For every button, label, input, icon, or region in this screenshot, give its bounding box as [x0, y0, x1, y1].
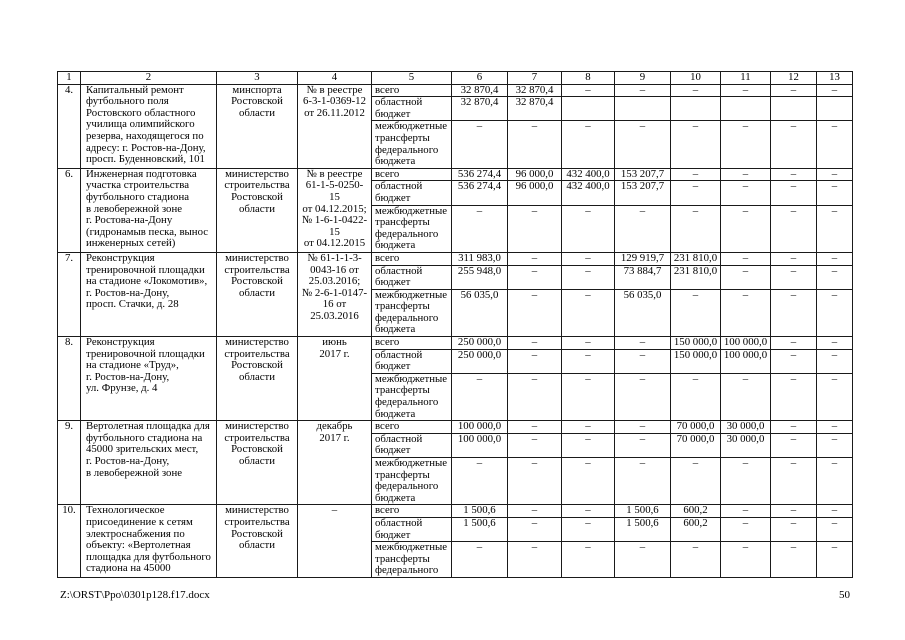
amount-cell: –	[671, 168, 721, 181]
amount-cell: 1 500,6	[615, 517, 671, 541]
amount-cell: 600,2	[671, 505, 721, 518]
item-number: 7.	[58, 252, 81, 336]
funding-source: межбюджетные трансферты федерального бюджета	[372, 458, 452, 505]
amount-cell: –	[508, 289, 562, 336]
customer-name: министерство строительства Ростовской области	[217, 252, 298, 336]
amount-cell: –	[508, 337, 562, 350]
customer-name: минспорта Ростовской области	[217, 84, 298, 168]
amount-cell: 150 000,0	[671, 337, 721, 350]
amount-cell: –	[562, 337, 615, 350]
amount-cell: –	[721, 168, 771, 181]
customer-name: министерство строительства Ростовской области	[217, 421, 298, 505]
amount-cell: 255 948,0	[452, 265, 508, 289]
amount-cell: –	[771, 349, 817, 373]
amount-cell	[671, 97, 721, 121]
column-number-2: 2	[81, 72, 217, 85]
amount-cell: 56 035,0	[615, 289, 671, 336]
amount-cell: –	[817, 542, 853, 578]
amount-cell: 70 000,0	[671, 433, 721, 457]
amount-cell: –	[817, 458, 853, 505]
amount-cell: 32 870,4	[452, 97, 508, 121]
column-number-7: 7	[508, 72, 562, 85]
funding-source: всего	[372, 84, 452, 97]
column-number-11: 11	[721, 72, 771, 85]
funding-source: межбюджетные трансферты федерального бюджета	[372, 289, 452, 336]
amount-cell: –	[721, 84, 771, 97]
table-header	[58, 72, 853, 85]
funding-source: областной бюджет	[372, 349, 452, 373]
amount-cell: –	[508, 349, 562, 373]
funding-source: межбюджетные трансферты федерального бюджета	[372, 121, 452, 168]
amount-cell: –	[817, 289, 853, 336]
amount-cell: –	[615, 84, 671, 97]
amount-cell: –	[615, 433, 671, 457]
amount-cell: 600,2	[671, 517, 721, 541]
column-number-6: 6	[452, 72, 508, 85]
object-name: Реконструкция тренировочной площадки на стадионе «Локомотив», г. Ростов-на-Дону, просп. Стачки, д. 28	[81, 252, 217, 336]
amount-cell: –	[817, 433, 853, 457]
amount-cell: 250 000,0	[452, 349, 508, 373]
amount-cell: –	[508, 373, 562, 420]
amount-cell: –	[771, 373, 817, 420]
amount-cell: 100 000,0	[452, 433, 508, 457]
amount-cell: –	[562, 458, 615, 505]
amount-cell: –	[562, 205, 615, 252]
amount-cell: –	[817, 517, 853, 541]
amount-cell: –	[671, 458, 721, 505]
amount-cell: –	[817, 205, 853, 252]
amount-cell: 32 870,4	[508, 97, 562, 121]
amount-cell: –	[508, 517, 562, 541]
object-name: Технологическое присоединение к сетям электроснабжения по объекту: «Вертолетная площадка для футбольного стадиона на 45000	[81, 505, 217, 578]
amount-cell: –	[817, 84, 853, 97]
object-name: Вертолетная площадка для футбольного стадиона на 45000 зрительских мест, г. Ростов-на-Дону, в левобережной зоне	[81, 421, 217, 505]
header-row	[58, 72, 853, 85]
amount-cell: 30 000,0	[721, 421, 771, 434]
amount-cell: –	[452, 205, 508, 252]
amount-cell: 100 000,0	[452, 421, 508, 434]
amount-cell: –	[562, 517, 615, 541]
table-row	[58, 421, 853, 434]
amount-cell: 100 000,0	[721, 337, 771, 350]
column-number-1: 1	[58, 72, 81, 85]
amount-cell: –	[508, 421, 562, 434]
amount-cell	[615, 97, 671, 121]
amount-cell: 536 274,4	[452, 168, 508, 181]
amount-cell: 231 810,0	[671, 265, 721, 289]
amount-cell: –	[562, 121, 615, 168]
amount-cell: –	[562, 289, 615, 336]
amount-cell	[817, 97, 853, 121]
column-number-10: 10	[671, 72, 721, 85]
funding-source: межбюджетные трансферты федерального	[372, 542, 452, 578]
amount-cell: –	[771, 265, 817, 289]
amount-cell: –	[562, 505, 615, 518]
amount-cell: –	[508, 433, 562, 457]
amount-cell: 231 810,0	[671, 252, 721, 265]
amount-cell: 32 870,4	[452, 84, 508, 97]
amount-cell: –	[817, 505, 853, 518]
amount-cell: –	[771, 121, 817, 168]
amount-cell: –	[562, 433, 615, 457]
funding-source: областной бюджет	[372, 517, 452, 541]
amount-cell: –	[721, 542, 771, 578]
amount-cell: 432 400,0	[562, 168, 615, 181]
amount-cell: 96 000,0	[508, 168, 562, 181]
amount-cell: –	[771, 252, 817, 265]
amount-cell: –	[508, 265, 562, 289]
amount-cell: –	[817, 252, 853, 265]
amount-cell: –	[771, 84, 817, 97]
amount-cell	[562, 97, 615, 121]
amount-cell: –	[817, 181, 853, 205]
funding-source: областной бюджет	[372, 265, 452, 289]
amount-cell: –	[508, 542, 562, 578]
amount-cell: –	[671, 289, 721, 336]
amount-cell: 536 274,4	[452, 181, 508, 205]
amount-cell: –	[771, 433, 817, 457]
funding-table	[57, 71, 853, 578]
amount-cell: –	[721, 121, 771, 168]
amount-cell: –	[721, 458, 771, 505]
amount-cell: –	[508, 458, 562, 505]
amount-cell: –	[771, 421, 817, 434]
amount-cell: –	[817, 121, 853, 168]
amount-cell: 153 207,7	[615, 181, 671, 205]
funding-source: областной бюджет	[372, 181, 452, 205]
registry-info: № в реестре 61-1-5-0250- 15 от 04.12.2015; № 1-6-1-0422- 15 от 04.12.2015	[298, 168, 372, 252]
amount-cell: –	[508, 121, 562, 168]
amount-cell: –	[771, 458, 817, 505]
item-number: 4.	[58, 84, 81, 168]
amount-cell: –	[771, 517, 817, 541]
funding-source: всего	[372, 505, 452, 518]
amount-cell: 150 000,0	[671, 349, 721, 373]
amount-cell: –	[508, 205, 562, 252]
amount-cell: –	[562, 84, 615, 97]
column-number-5: 5	[372, 72, 452, 85]
amount-cell: –	[817, 265, 853, 289]
amount-cell: –	[452, 373, 508, 420]
amount-cell: 432 400,0	[562, 181, 615, 205]
funding-source: областной бюджет	[372, 433, 452, 457]
column-number-12: 12	[771, 72, 817, 85]
amount-cell: –	[615, 542, 671, 578]
amount-cell: –	[671, 373, 721, 420]
amount-cell: –	[817, 168, 853, 181]
amount-cell: –	[671, 84, 721, 97]
amount-cell: –	[721, 205, 771, 252]
amount-cell: –	[615, 458, 671, 505]
table-row	[58, 505, 853, 518]
item-number: 6.	[58, 168, 81, 252]
amount-cell: –	[615, 121, 671, 168]
table-body	[58, 84, 853, 577]
funding-source: всего	[372, 252, 452, 265]
column-number-4: 4	[298, 72, 372, 85]
amount-cell: –	[452, 458, 508, 505]
amount-cell: –	[771, 337, 817, 350]
amount-cell: –	[817, 337, 853, 350]
amount-cell: –	[721, 265, 771, 289]
item-number: 9.	[58, 421, 81, 505]
amount-cell: –	[508, 505, 562, 518]
amount-cell: –	[771, 168, 817, 181]
amount-cell: 32 870,4	[508, 84, 562, 97]
amount-cell	[721, 97, 771, 121]
table-row	[58, 168, 853, 181]
amount-cell: –	[615, 337, 671, 350]
column-number-13: 13	[817, 72, 853, 85]
amount-cell	[771, 97, 817, 121]
funding-source: всего	[372, 168, 452, 181]
table-row	[58, 84, 853, 97]
page-number: 50	[839, 589, 850, 601]
amount-cell: –	[615, 373, 671, 420]
customer-name: министерство строительства Ростовской области	[217, 505, 298, 578]
amount-cell: 100 000,0	[721, 349, 771, 373]
registry-info: № в реестре 6-3-1-0369-12 от 26.11.2012	[298, 84, 372, 168]
object-name: Реконструкция тренировочной площадки на стадионе «Труд», г. Ростов-на-Дону, ул. Фрунзе, д. 4	[81, 337, 217, 421]
registry-info: декабрь 2017 г.	[298, 421, 372, 505]
amount-cell: 153 207,7	[615, 168, 671, 181]
registry-info: –	[298, 505, 372, 578]
funding-source: межбюджетные трансферты федерального бюджета	[372, 373, 452, 420]
object-name: Инженерная подготовка участка строительства футбольного стадиона в левобережной зоне г. Ростова-на-Дону (гидронамыв песка, вынос инженерных сетей)	[81, 168, 217, 252]
amount-cell: –	[615, 205, 671, 252]
amount-cell: 1 500,6	[615, 505, 671, 518]
table-row	[58, 252, 853, 265]
amount-cell: –	[721, 373, 771, 420]
amount-cell: 1 500,6	[452, 517, 508, 541]
amount-cell: 311 983,0	[452, 252, 508, 265]
amount-cell: 250 000,0	[452, 337, 508, 350]
amount-cell: –	[721, 181, 771, 205]
amount-cell: –	[671, 181, 721, 205]
amount-cell: –	[508, 252, 562, 265]
column-number-9: 9	[615, 72, 671, 85]
funding-source: межбюджетные трансферты федерального бюджета	[372, 205, 452, 252]
amount-cell: 30 000,0	[721, 433, 771, 457]
customer-name: министерство строительства Ростовской области	[217, 168, 298, 252]
amount-cell: –	[721, 517, 771, 541]
funding-source: областной бюджет	[372, 97, 452, 121]
amount-cell: –	[615, 349, 671, 373]
amount-cell: 129 919,7	[615, 252, 671, 265]
amount-cell: –	[452, 121, 508, 168]
amount-cell: –	[671, 542, 721, 578]
registry-info: июнь 2017 г.	[298, 337, 372, 421]
amount-cell: –	[671, 205, 721, 252]
amount-cell: –	[771, 542, 817, 578]
amount-cell: –	[771, 205, 817, 252]
column-number-8: 8	[562, 72, 615, 85]
amount-cell: 70 000,0	[671, 421, 721, 434]
column-number-3: 3	[217, 72, 298, 85]
registry-info: № 61-1-1-3- 0043-16 от 25.03.2016; № 2-6-1-0147- 16 от 25.03.2016	[298, 252, 372, 336]
amount-cell: –	[721, 252, 771, 265]
customer-name: министерство строительства Ростовской области	[217, 337, 298, 421]
amount-cell: –	[562, 252, 615, 265]
amount-cell: 96 000,0	[508, 181, 562, 205]
table-row	[58, 337, 853, 350]
funding-source: всего	[372, 337, 452, 350]
amount-cell: –	[562, 421, 615, 434]
amount-cell: 73 884,7	[615, 265, 671, 289]
amount-cell: –	[771, 289, 817, 336]
amount-cell: –	[562, 349, 615, 373]
amount-cell: –	[721, 505, 771, 518]
amount-cell: –	[771, 505, 817, 518]
amount-cell: –	[671, 121, 721, 168]
amount-cell: –	[721, 289, 771, 336]
item-number: 10.	[58, 505, 81, 578]
amount-cell: –	[817, 421, 853, 434]
footer-file-path: Z:\ORST\Ppo\0301p128.f17.docx	[60, 589, 210, 601]
amount-cell: 1 500,6	[452, 505, 508, 518]
amount-cell: –	[817, 373, 853, 420]
funding-source: всего	[372, 421, 452, 434]
amount-cell: –	[452, 542, 508, 578]
amount-cell: –	[562, 542, 615, 578]
amount-cell: –	[562, 265, 615, 289]
amount-cell: 56 035,0	[452, 289, 508, 336]
amount-cell: –	[562, 373, 615, 420]
amount-cell: –	[817, 349, 853, 373]
item-number: 8.	[58, 337, 81, 421]
object-name: Капитальный ремонт футбольного поля Ростовского областного училища олимпийского резерва, находящегося по адресу: г. Ростов-на-Дону, просп. Буденновский, 101	[81, 84, 217, 168]
amount-cell: –	[771, 181, 817, 205]
amount-cell: –	[615, 421, 671, 434]
